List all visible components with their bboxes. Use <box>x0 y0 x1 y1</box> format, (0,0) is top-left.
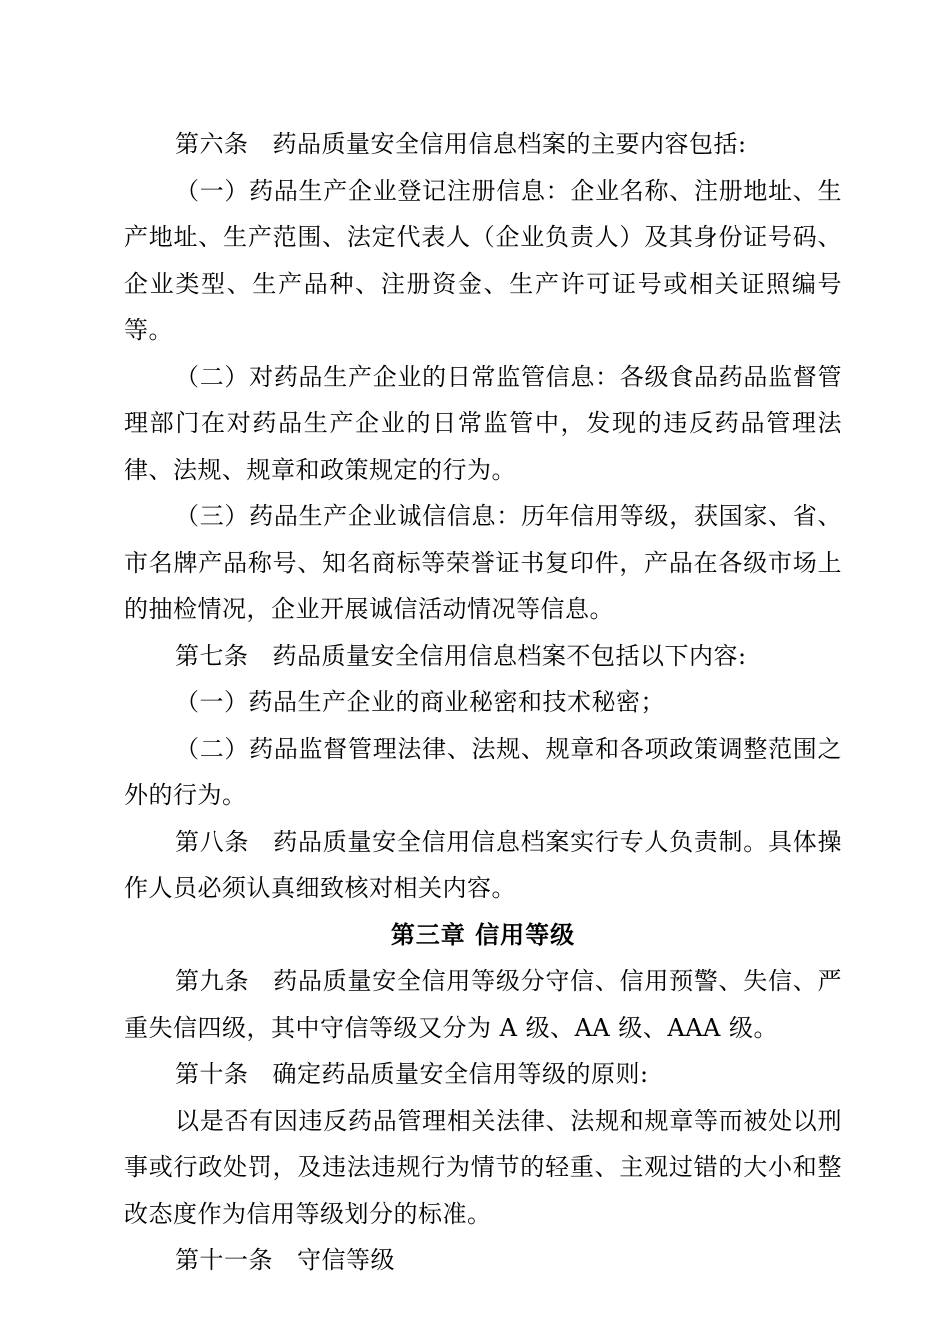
article-10-body: 以是否有因违反药品管理相关法律、法规和规章等而被处以刑事或行政处罚，及违法违规行为情节的轻重、主观过错的大小和整改态度作为信用等级划分的标准。 <box>124 1106 842 1228</box>
article-11-label: 第十一条 <box>175 1246 273 1274</box>
article-10 <box>124 1051 842 1098</box>
chapter-heading: 第三章 信用等级 <box>390 920 576 949</box>
article-6-item-3: （三）药品生产企业诚信信息：历年信用等级，获国家、省、市名牌产品称号、知名商标等荣誉证书复印件，产品在各级市场上的抽检情况，企业开展诚信活动情况等信息。 <box>124 502 842 623</box>
article-9-label: 第九条 <box>175 967 250 995</box>
article-7-item-1: （一）药品生产企业的商业秘密和技术秘密； <box>175 688 665 716</box>
article-11-text: 守信等级 <box>297 1246 395 1274</box>
article-7-item-2: （二）药品监督管理法律、法规、规章和各项政策调整范围之外的行为。 <box>124 734 842 809</box>
article-6-item-1: （一）药品生产企业登记注册信息：企业名称、注册地址、生产地址、生产范围、法定代表人（企业负责人）及其身份证号码、企业类型、生产品种、注册资金、生产许可证号或相关证照编号等。 <box>124 176 842 344</box>
article-7-text: 药品质量安全信用信息档案不包括以下内容: <box>272 641 747 670</box>
article-11 <box>124 1237 842 1284</box>
article-6-text: 药品质量安全信用信息档案的主要内容包括: <box>272 130 747 158</box>
article-8 <box>124 819 842 912</box>
article-8-label: 第八条 <box>175 827 250 856</box>
article-6-label: 第六条 <box>175 130 249 158</box>
article-7-label: 第七条 <box>175 641 249 670</box>
article-10-label: 第十条 <box>175 1060 249 1088</box>
article-7 <box>124 633 842 680</box>
article-10-text: 确定药品质量安全信用等级的原则: <box>272 1060 649 1088</box>
article-9 <box>124 958 842 1051</box>
document-page <box>124 121 842 1284</box>
article-6 <box>124 121 842 168</box>
article-8-text: 药品质量安全信用信息档案实行专人负责制。具体操作人员必须认真细致核对相关内容。 <box>124 827 843 902</box>
article-6-item-2: （二）对药品生产企业的日常监管信息：各级食品药品监督管理部门在对药品生产企业的日常监管中，发现的违反药品管理法律、法规、规章和政策规定的行为。 <box>124 362 842 484</box>
article-9-text: 药品质量安全信用等级分守信、信用预警、失信、严重失信四级，其中守信等级又分为 A 级、AA 级、AAA 级。 <box>124 967 843 1042</box>
